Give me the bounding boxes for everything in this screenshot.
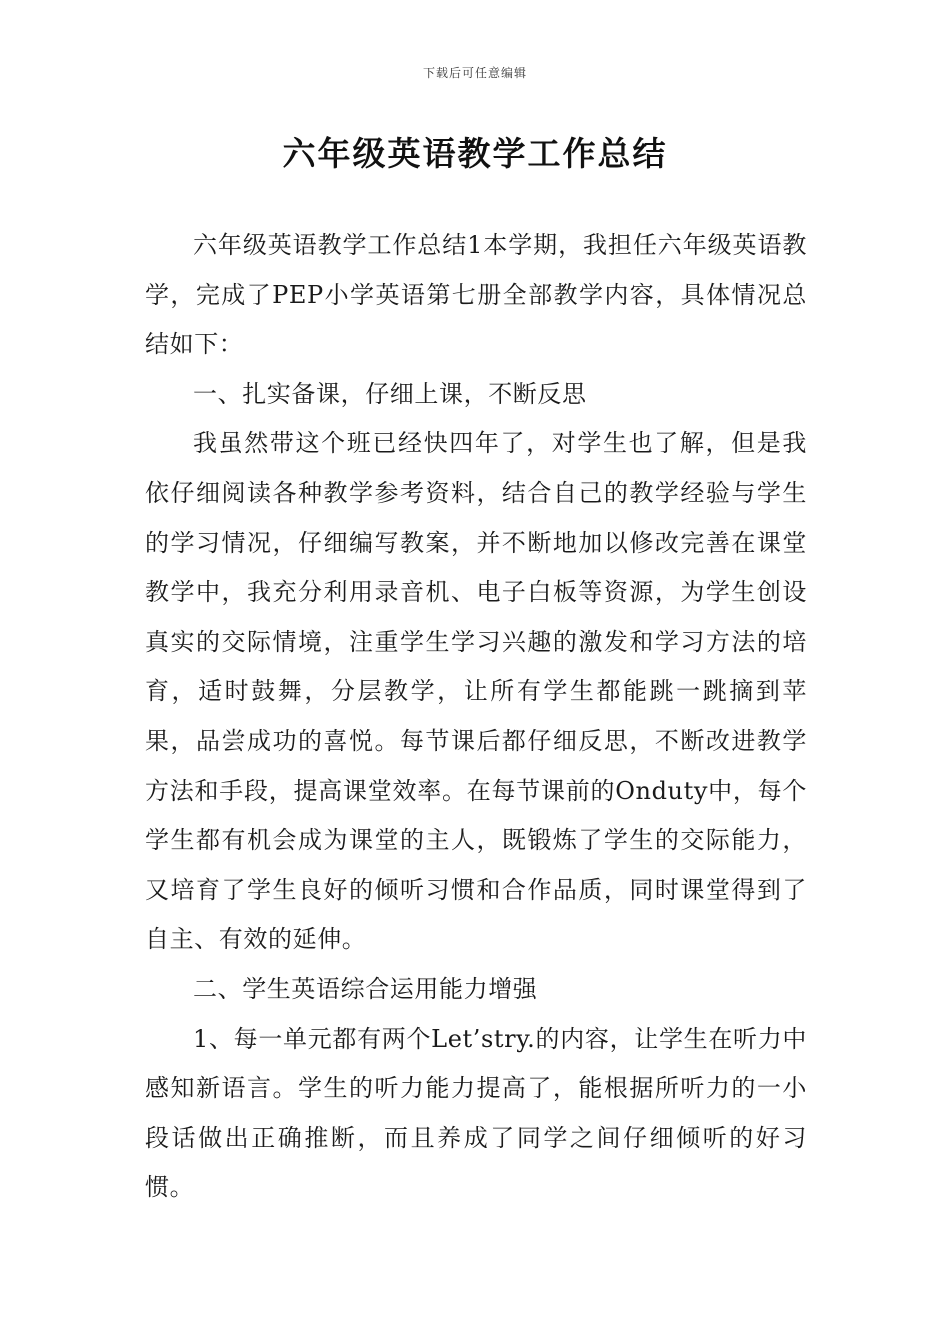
paragraph-section-1: 我虽然带这个班已经快四年了，对学生也了解，但是我依仔细阅读各种教学参考资料，结合自己的教学经验与学生的学习情况，仔细编写教案，并不断地加以修改完善在课堂教学中，我充分利用录音机、电子白板等资源，为学生创设真实的交际情境，注重学生学习兴趣的激发和学习方法的培育，适时鼓舞，分层教学，让所有学生都能跳一跳摘到苹果，品尝成功的喜悦。每节课后都仔细反思，不断改进教学方法和手段，提高课堂效率。在每节课前的Onduty中，每个学生都有机会成为课堂的主人，既锻炼了学生的交际能力，又培育了学生良好的倾听习惯和合作品质，同时课堂得到了自主、有效的延伸。 bbox=[145, 429, 807, 954]
section-heading-1: 一、扎实备课，仔细上课，不断反思 bbox=[193, 379, 587, 408]
document-title: 六年级英语教学工作总结 bbox=[282, 134, 668, 173]
header-note: 下载后可任意编辑 bbox=[422, 66, 527, 80]
document-body bbox=[145, 221, 807, 1213]
paragraph-intro: 六年级英语教学工作总结1本学期，我担任六年级英语教学，完成了PEP小学英语第七册全部教学内容，具体情况总结如下： bbox=[145, 231, 807, 359]
section-heading-2: 二、学生英语综合运用能力增强 bbox=[193, 974, 538, 1003]
paragraph-item-1: 1、每一单元都有两个Let’stry.的内容，让学生在听力中感知新语言。学生的听力能力提高了，能根据所听力的一小段话做出正确推断，而且养成了同学之间仔细倾听的好习惯。 bbox=[145, 1024, 807, 1202]
